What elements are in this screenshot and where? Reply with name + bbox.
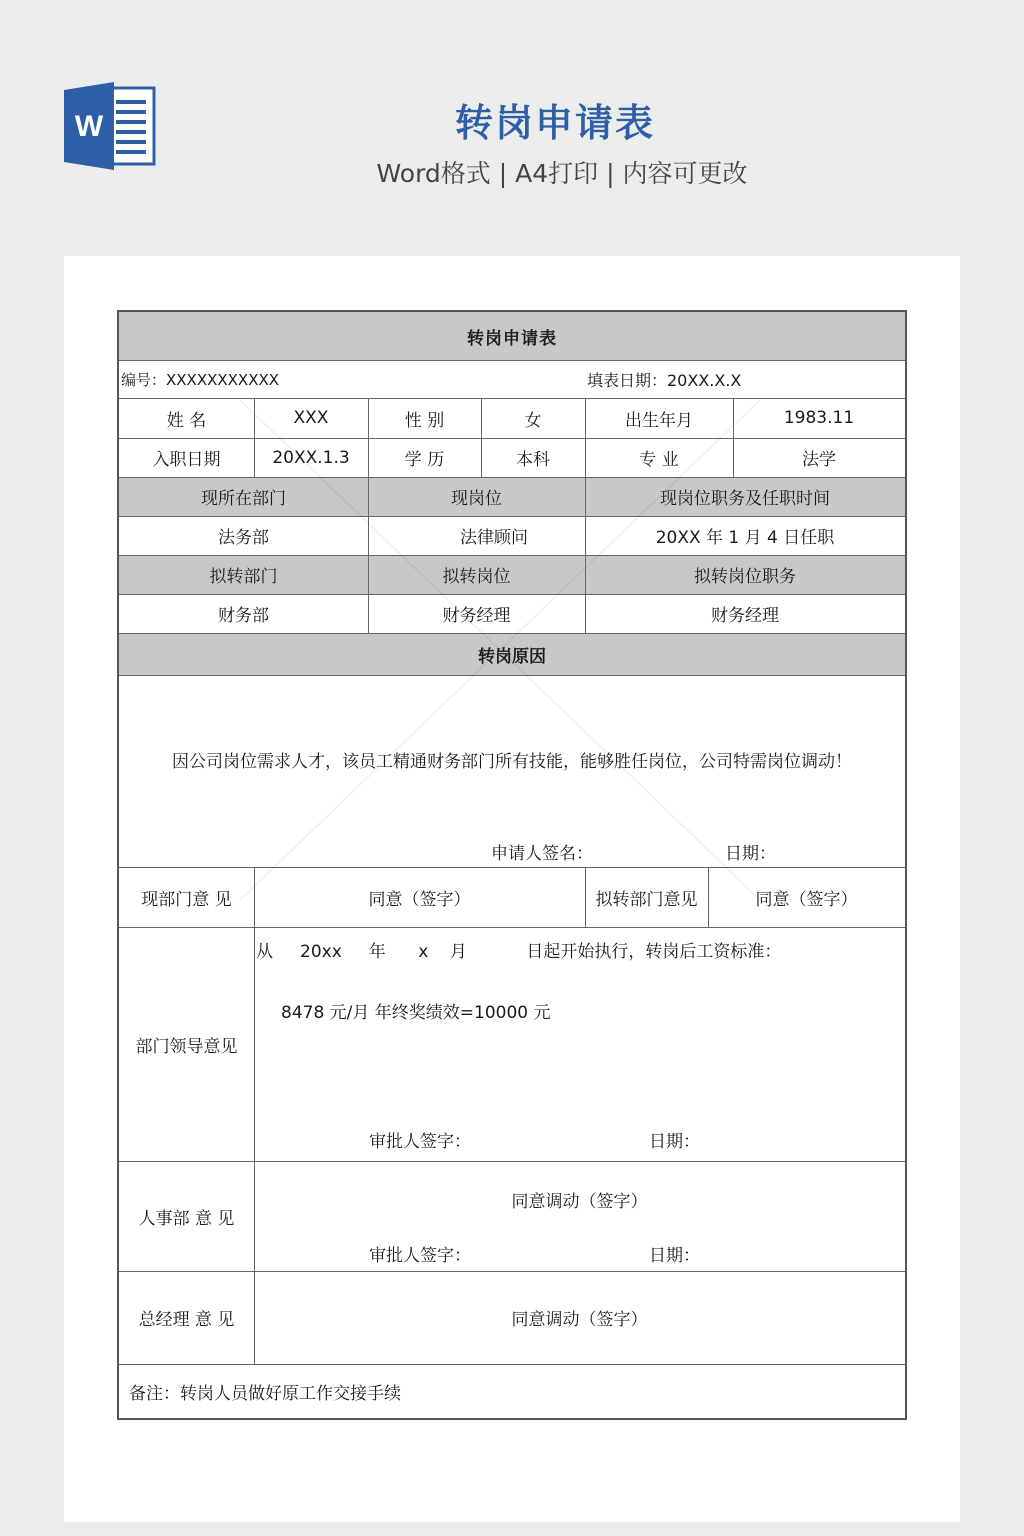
current-dept-opinion-value: 同意（签字） <box>368 889 471 910</box>
hr-opinion-value: 同意调动（签字） <box>511 1191 648 1212</box>
leader-opinion-line2: 8478 元/月 年终奖绩效=10000 元 <box>281 1002 551 1023</box>
page-title: 转岗申请表 <box>454 101 655 145</box>
proposed-duty-header: 拟转岗位职务 <box>694 567 796 587</box>
leader-opinion-label: 部门领导意见 <box>135 1036 238 1057</box>
birth-value: 1983.11 <box>783 408 855 428</box>
form-number: 编号：XXXXXXXXXXX <box>121 370 280 389</box>
name-label: 姓 名 <box>166 410 207 431</box>
proposed-duty-value: 财务经理 <box>711 606 779 626</box>
education-label: 学 历 <box>404 450 445 470</box>
gender-value: 女 <box>524 410 542 431</box>
major-value: 法学 <box>802 450 836 470</box>
target-dept-opinion-value: 同意（签字） <box>755 889 858 910</box>
reason-text: 因公司岗位需求人才，该员工精通财务部门所有技能，能够胜任岗位，公司特需岗位调动！ <box>172 751 852 772</box>
education-value: 本科 <box>516 450 550 470</box>
fill-date: 填表日期：20XX.X.X <box>587 370 742 390</box>
current-post-header: 现岗位 <box>451 489 502 509</box>
current-dept-header: 现所在部门 <box>201 489 286 509</box>
proposed-dept-header: 拟转部门 <box>209 567 278 587</box>
applicant-date: 日期： <box>725 843 776 864</box>
current-duty-value: 20XX 年 1 月 4 日任职 <box>655 528 835 548</box>
leader-approval-date: 日期： <box>649 1131 700 1152</box>
gm-opinion-value: 同意调动（签字） <box>511 1310 648 1330</box>
hr-approver-signature: 审批人签字： <box>369 1245 471 1266</box>
current-dept-opinion-label: 现部门意 见 <box>141 889 232 910</box>
entry-date-label: 入职日期 <box>152 450 221 470</box>
applicant-signature: 申请人签名： <box>491 843 593 864</box>
leader-opinion-line1: 从 20xx 年 x 月 日起开始执行，转岗后工资标准： <box>256 941 782 962</box>
svg-text:W: W <box>74 110 104 143</box>
page-subtitle: Word格式 | A4打印 | 内容可更改 <box>376 159 748 188</box>
proposed-post-header: 拟转岗位 <box>442 567 511 587</box>
proposed-dept-value: 财务部 <box>218 606 269 626</box>
leader-approver-signature: 审批人签字： <box>369 1131 471 1152</box>
reason-header: 转岗原因 <box>478 646 546 667</box>
name-value: XXX <box>293 408 329 428</box>
proposed-post-value: 财务经理 <box>442 606 511 626</box>
form-note: 备注：转岗人员做好原工作交接手续 <box>129 1383 401 1404</box>
current-duty-header: 现岗位职务及任职时间 <box>660 489 830 509</box>
form-title: 转岗申请表 <box>467 328 557 349</box>
hr-approval-date: 日期： <box>649 1245 700 1266</box>
gender-label: 性 别 <box>404 410 445 431</box>
target-dept-opinion-label: 拟转部门意见 <box>595 889 698 910</box>
major-label: 专 业 <box>639 450 679 470</box>
current-dept-value: 法务部 <box>218 528 269 548</box>
gm-opinion-label: 总经理 意 见 <box>138 1310 235 1330</box>
entry-date-value: 20XX.1.3 <box>272 447 350 468</box>
birth-label: 出生年月 <box>625 410 693 431</box>
hr-opinion-label: 人事部 意 见 <box>138 1208 235 1229</box>
current-post-value: 法律顾问 <box>460 528 528 548</box>
